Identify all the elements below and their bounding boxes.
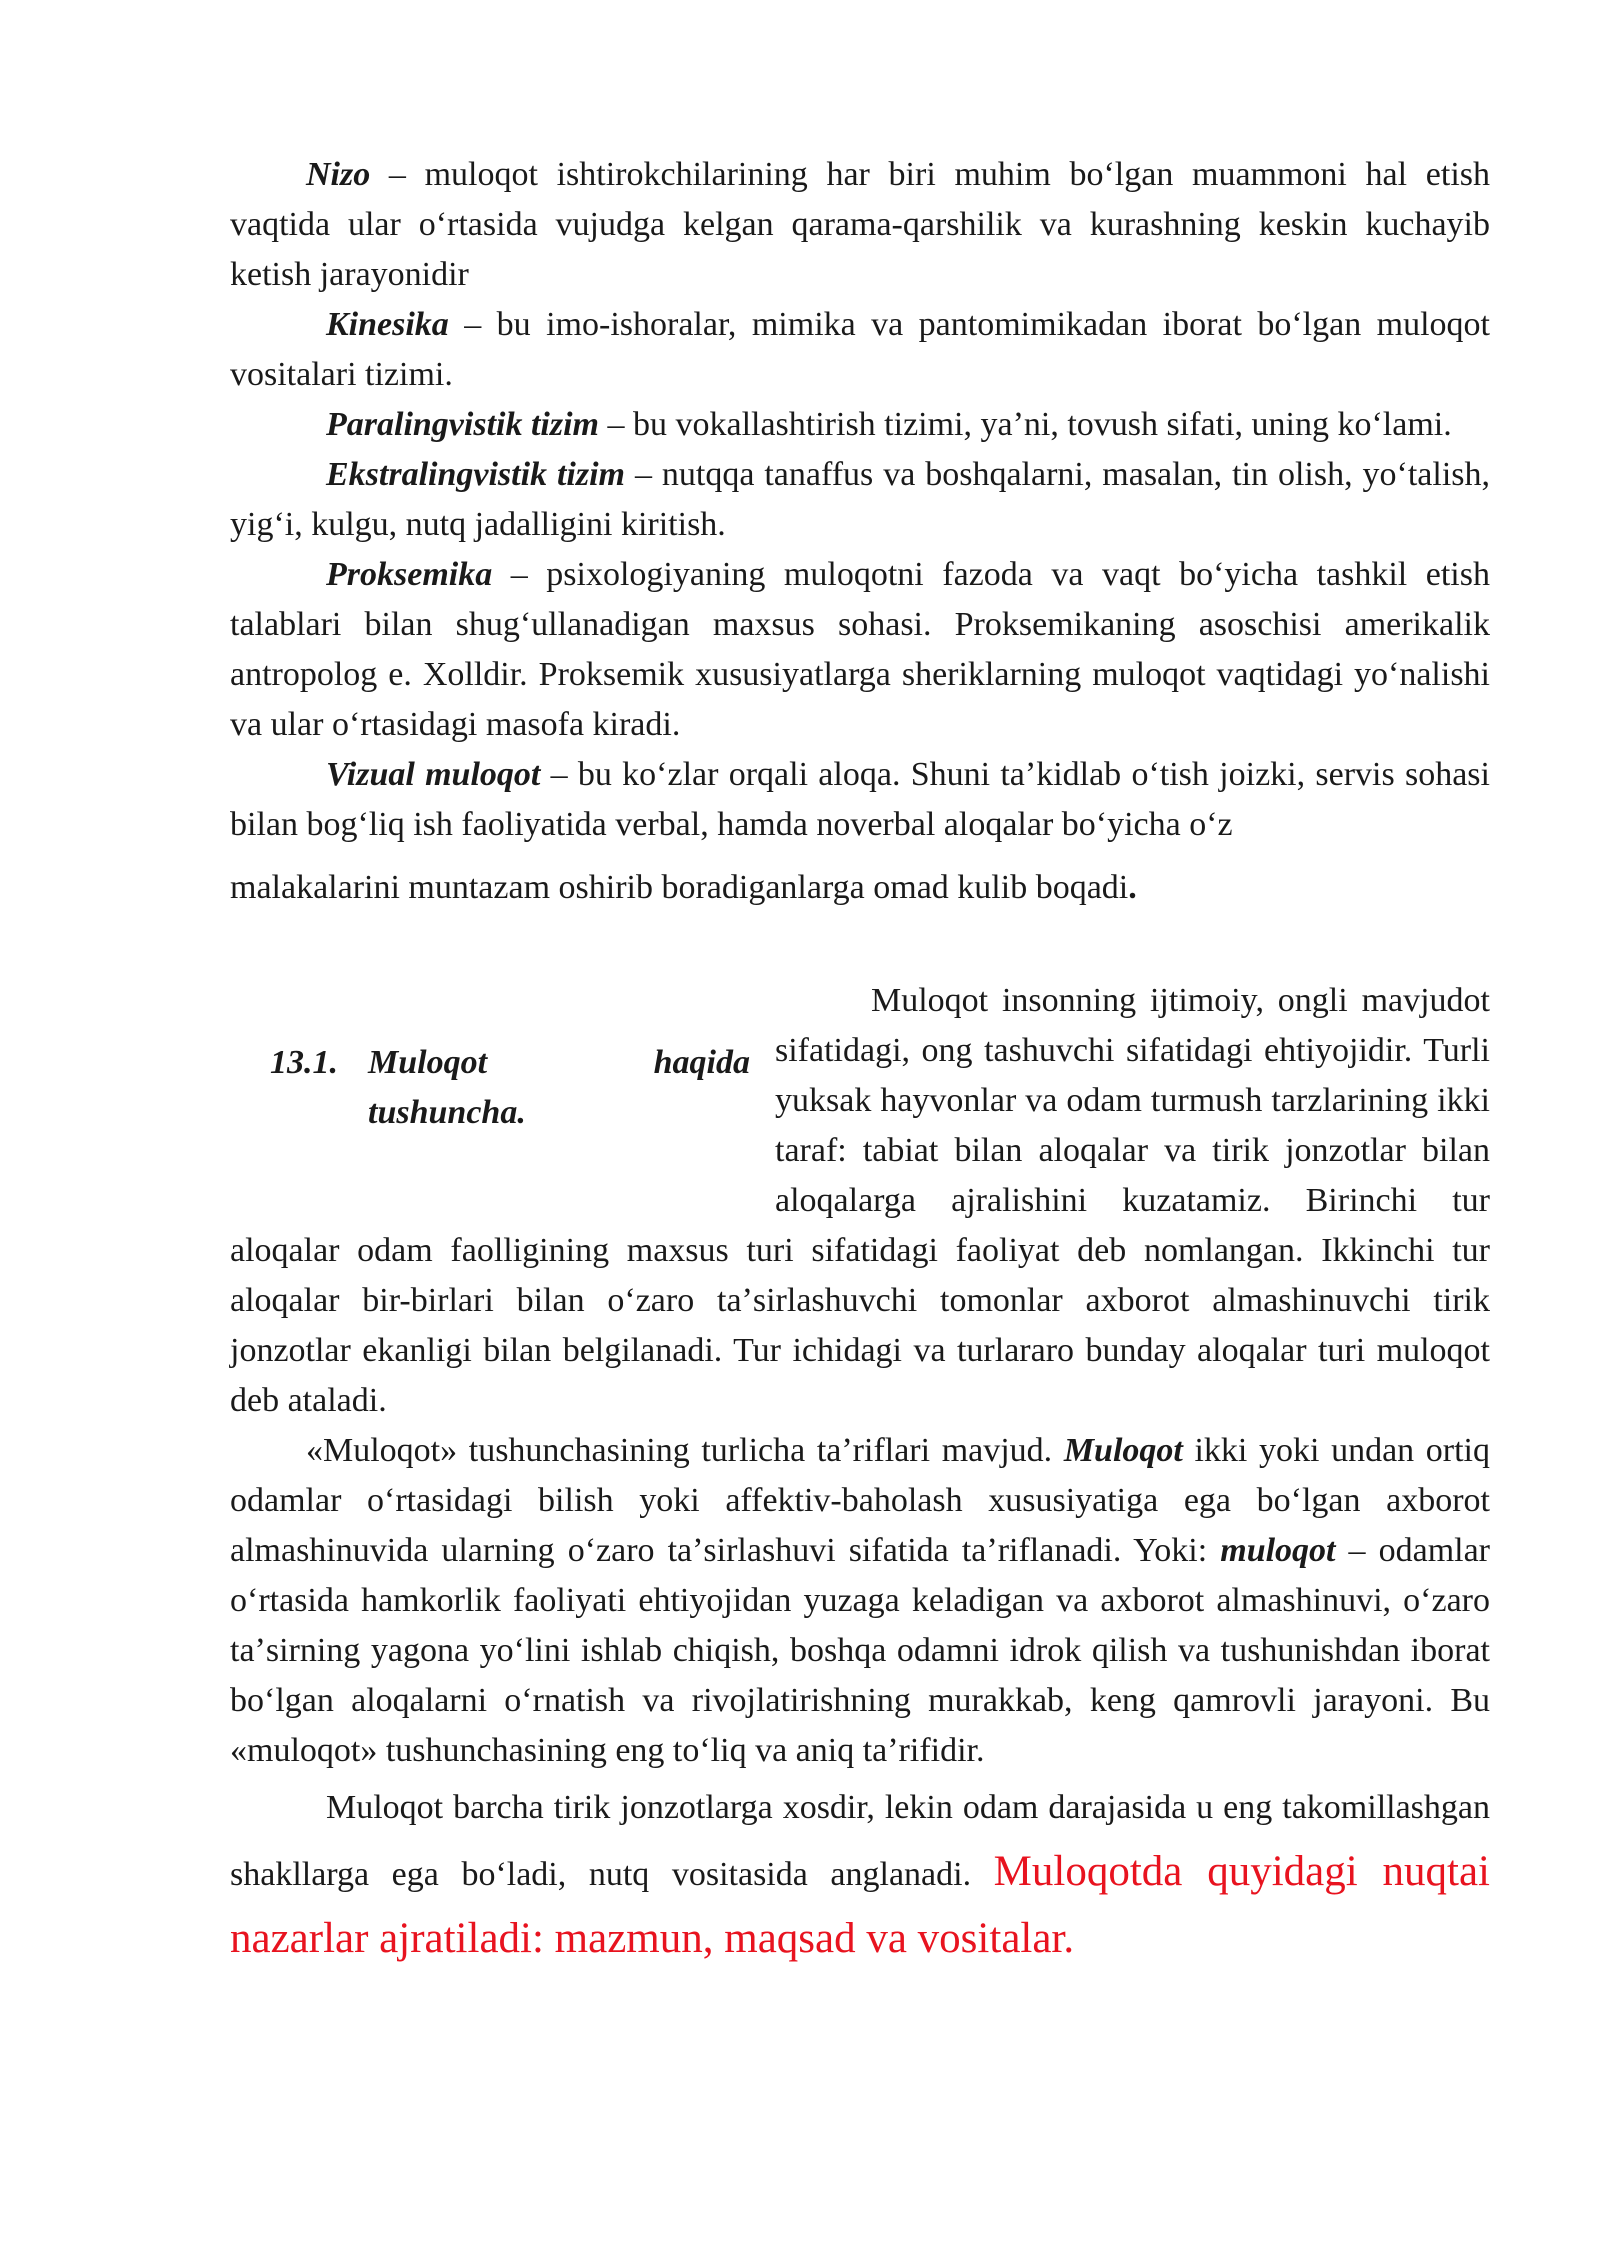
definition-text: – psixologiyaning muloqotni fazoda va vaqt boʻyicha tashkil etish talablari bilan shugʻullanadigan maxsus sohasi. Proksemikaning asoschisi amerikalik antropolog e. Xolldir. Proksemik xususiyatlarga sheriklarning muloqot vaqtidagi yoʻnalishi va ular oʻrtasidagi masofa kiradi. [230, 556, 1490, 743]
section-heading [230, 996, 775, 1186]
section-title-word3: tushuncha. [368, 1094, 526, 1131]
term-muloqot: Muloqot [1063, 1432, 1183, 1469]
paragraph-text: – odamlar oʻrtasida hamkorlik faoliyati ehtiyojidan yuzaga keladigan va axborot almashinuvi, oʻzaro taʼsirning yagona yoʻlini ishlab chiqish, boshqa odamni idrok qilish va tushunishdan iborat boʻlgan aloqalarni oʻrnatish va rivojlatirishning murakkab, keng qamrovli jarayoni. Bu «muloqot» tushunchasining eng toʻliq va aniq taʼrifidir. [230, 1532, 1491, 1769]
document-body [230, 150, 1490, 1974]
definition-end-period: . [1128, 869, 1137, 906]
definition-text: – muloqot ishtirokchilarining har biri muhim boʻlgan muammoni hal etish vaqtida ular oʻrtasida vujudga kelgan qarama-qarshilik va kurashning keskin kuchayib ketish jarayonidir [230, 156, 1490, 293]
term-muloqot-lowercase: muloqot [1220, 1532, 1336, 1569]
section-paragraph-2 [230, 1426, 1490, 1776]
section-paragraph-1: Muloqot insonning ijtimoiy, ongli mavjudot sifatidagi, ong tashuvchi sifatidagi ehtiyojidir. Turli yuksak hayvonlar va odam turmush tarzlarining ikki taraf: tabiat bilan aloqalar va tirik jonzotlar bilan aloqalarga ajralishini kuzatamiz. Birinchi tur aloqalar odam faolligining maxsus turi sifatidagi faoliyat deb nomlangan. Ikkinchi tur aloqalar bir-birlari bilan oʻzaro taʼsirlashuvchi tomonlar axborot almashinuvchi tirik jonzotlar ekanligi bilan belgilanadi. Tur ichidagi va turlararo bunday aloqalar turi muloqot deb ataladi. [230, 982, 1490, 1419]
definition-text: – bu koʻzlar orqali aloqa. Shuni taʼkidlab oʻtish joizki, servis sohasi bilan bogʻliq ish faoliyatida verbal, hamda noverbal aloqalar boʻyicha oʻz [230, 756, 1490, 843]
section-title-word2: haqida [653, 1044, 750, 1081]
paragraph-text: ikki yoki undan ortiq odamlar oʻrtasidagi bilish yoki affektiv-baholash xususiyatiga ega boʻlgan axborot almashinuvida ularning oʻzaro taʼsirlashuvi sifatida taʼriflanadi. Yoki: [230, 1432, 1490, 1569]
term-vizual-muloqot: Vizual muloqot [326, 756, 541, 793]
paragraph-text: Muloqot barcha tirik jonzotlarga xosdir, lekin odam darajasida u eng takomillashgan shakllarga ega boʻladi, nutq vositasida anglanadi. [230, 1789, 1490, 1893]
highlighted-red-text: Muloqotda quyidagi nuqtai nazarlar ajratiladi: mazmun, maqsad va vositalar. [230, 1848, 1491, 1962]
term-ekstralingvistik: Ekstralingvistik tizim [326, 456, 626, 493]
definition-ekstralingvistik [230, 450, 1490, 550]
definition-text-line2: malakalarini muntazam oshirib boradiganlarga omad kulib boqadi [230, 869, 1129, 906]
section-number: 13.1. [270, 1044, 338, 1081]
definition-nizo [230, 150, 1490, 300]
section-spacer [230, 920, 1490, 976]
definition-text: – bu imo-ishoralar, mimika va pantomimikadan iborat boʻlgan muloqot vositalari tizimi. [230, 306, 1490, 393]
section-title-word1: Muloqot [368, 1044, 488, 1081]
definition-kinesika [230, 300, 1490, 400]
definition-text: – nutqqa tanaffus va boshqalarni, masalan, tin olish, yoʻtalish, yigʻi, kulgu, nutq jadalligini kiritish. [230, 456, 1490, 543]
term-proksemika: Proksemika [326, 556, 493, 593]
definition-text: – bu vokallashtirish tizimi, yaʼni, tovush sifati, uning koʻlami. [598, 406, 1452, 443]
term-kinesika: Kinesika [326, 306, 449, 343]
section-13-1 [230, 976, 1490, 1426]
section-paragraph-3 [230, 1776, 1490, 1974]
definition-proksemika [230, 550, 1490, 750]
term-paralingvistik: Paralingvistik tizim [326, 406, 599, 443]
definition-vizual-muloqot [230, 750, 1490, 850]
definition-paralingvistik [230, 400, 1490, 450]
paragraph-text: «Muloqot» tushunchasining turlicha taʼriflari mavjud. [306, 1432, 1064, 1469]
definition-vizual-muloqot-line2 [230, 856, 1490, 920]
term-nizo: Nizo [306, 156, 371, 193]
